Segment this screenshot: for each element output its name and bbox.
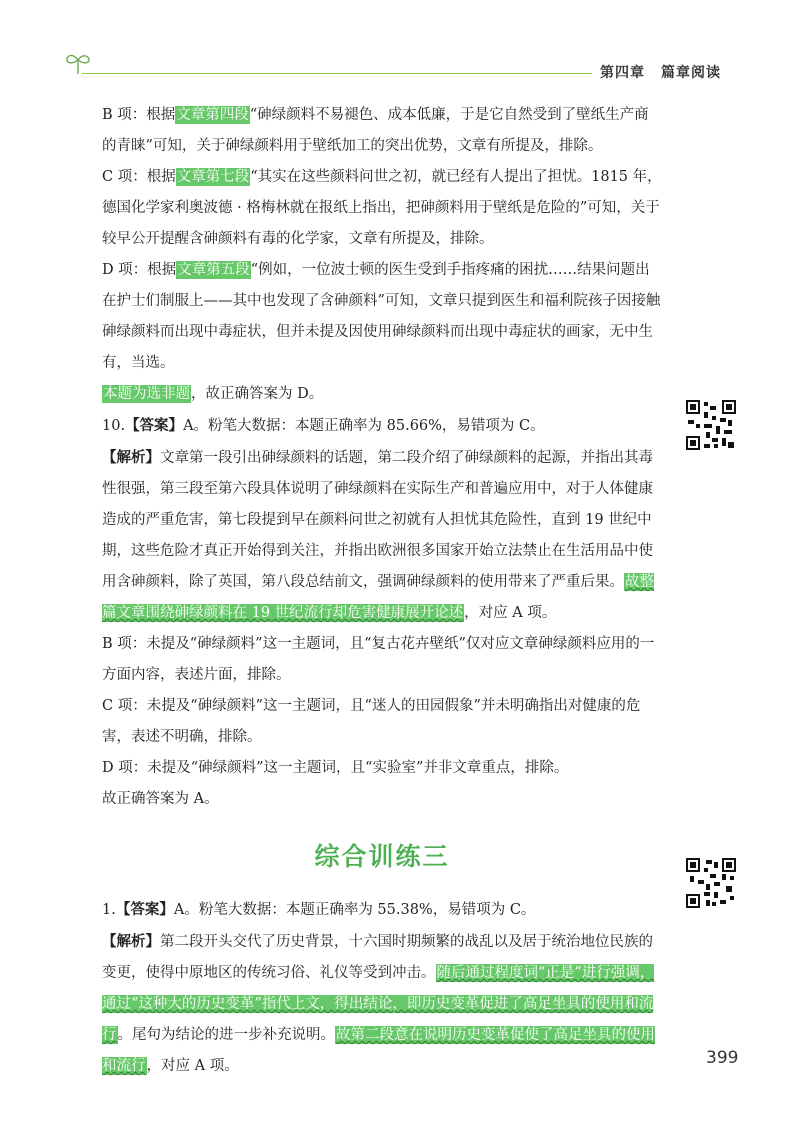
header-rule (82, 73, 592, 74)
q9-option-b (102, 100, 662, 162)
analysis-end: ，对应 A 项。 (146, 1058, 239, 1074)
q10-final: 故正确答案为 A。 (102, 791, 219, 807)
q9-d-text: “例如，一位波士顿的医生受到手指疼痛的困扰……结果问题出在护士们制服上——其中也发现了含砷颜料”可知，文章只提到医生和福利院孩子因接触砷绿颜料而出现中毒症状，但并未提及因使用砷绿颜料而出现中毒症状的画家，无中生有，当选。 (102, 262, 661, 371)
analysis-text: 第二段开头交代了历史背景，十六国时期频繁的战乱以及居于统治地位民族的变更，使得中原地区的传统习俗、礼仪等受到冲击。 (102, 934, 653, 981)
q9-option-c (102, 162, 662, 255)
highlight: 故第二段意在说明历史变革促使了高足坐具的使用和流行 (102, 1027, 655, 1074)
q9-conclusion (102, 379, 662, 410)
question-number: 10. (102, 418, 126, 434)
q10-analysis (102, 442, 662, 629)
highlight: 随后通过程度词“正是”进行强调，通过“这种大的历史变革”指代上文，得出结论，即历史变革促进了高足坐具的使用和流行 (102, 965, 655, 1043)
question-number: 1. (102, 902, 116, 918)
highlight: 故整篇文章围绕砷绿颜料在 19 世纪流行却危害健康展开论述 (102, 574, 654, 621)
highlight: 文章第四段 (176, 107, 249, 123)
highlight: 文章第七段 (176, 169, 250, 185)
answer-text: A。粉笔大数据：本题正确率为 55.38%，易错项为 C。 (173, 902, 536, 918)
analysis-end: ，对应 A 项。 (464, 605, 557, 621)
qr-code-icon[interactable] (686, 858, 736, 908)
s3q1-answer (102, 894, 662, 926)
q10-answer (102, 410, 662, 442)
answer-label: 【答案】 (125, 417, 184, 434)
answer-label: 【答案】 (115, 901, 174, 918)
q9-c-text: “其实在这些颜料问世之初，就已经有人提出了担忧。1815 年，德国化学家利奥波德 · 格梅林就在报纸上指出，把砷颜料用于壁纸是危险的”可知，关于较早公开提醒含砷颜料有毒的化学家，文章有所提及，排除。 (102, 169, 662, 247)
page-number: 399 (706, 1048, 739, 1068)
q10-option-c: C 项：未提及“砷绿颜料”这一主题词，且“迷人的田园假象”并未明确指出对健康的危害，表述不明确，排除。 (102, 698, 641, 745)
q10-option-b: B 项：未提及“砷绿颜料”这一主题词，且“复古花卉壁纸”仅对应文章砷绿颜料应用的一方面内容，表述片面，排除。 (102, 636, 655, 683)
section-title: 综合训练三 (314, 842, 450, 871)
analysis-label: 【解析】 (102, 933, 160, 950)
q9-c-prefix: C 项：根据 (102, 169, 176, 185)
highlight: 本题为选非题 (103, 386, 190, 402)
q9-b-text: “砷绿颜料不易褪色、成本低廉，于是它自然受到了壁纸生产商的青睐”可知，关于砷绿颜料用于壁纸加工的突出优势，文章有所提及，排除。 (102, 107, 649, 154)
qr-code-icon[interactable] (686, 400, 736, 450)
running-header (600, 62, 721, 82)
analysis-label: 【解析】 (102, 449, 160, 466)
section-label: 篇章阅读 (661, 65, 721, 81)
page-body (102, 100, 662, 1082)
q9-conclusion-text: ，故正确答案为 D。 (191, 386, 324, 402)
s3q1-analysis (102, 926, 662, 1082)
answer-text: A。粉笔大数据：本题正确率为 85.66%，易错项为 C。 (183, 418, 545, 434)
q9-d-prefix: D 项：根据 (102, 262, 177, 278)
q9-option-d (102, 255, 662, 379)
q10-option-d: D 项：未提及“砷绿颜料”这一主题词，且“实验室”并非文章重点，排除。 (102, 760, 569, 776)
highlight: 文章第五段 (177, 262, 250, 278)
analysis-mid: 。尾句为结论的进一步补充说明。 (117, 1027, 335, 1043)
chapter-label: 第四章 (600, 65, 645, 81)
analysis-text: 文章第一段引出砷绿颜料的话题，第二段介绍了砷绿颜料的起源，并指出其毒性很强，第三段至第六段具体说明了砷绿颜料在实际生产和普遍应用中，对于人体健康造成的严重危害，第七段提到早在颜料问世之初就有人担忧其危险性，直到 19 世纪中期，这些危险才真正开始得到关注，并指出欧洲很多国家开始立法禁止在生活用品中使用含砷颜料，除了英国，第八段总结前文，强调砷绿颜料的使用带来了严重后果。 (102, 450, 653, 590)
q9-b-prefix: B 项：根据 (102, 107, 176, 123)
